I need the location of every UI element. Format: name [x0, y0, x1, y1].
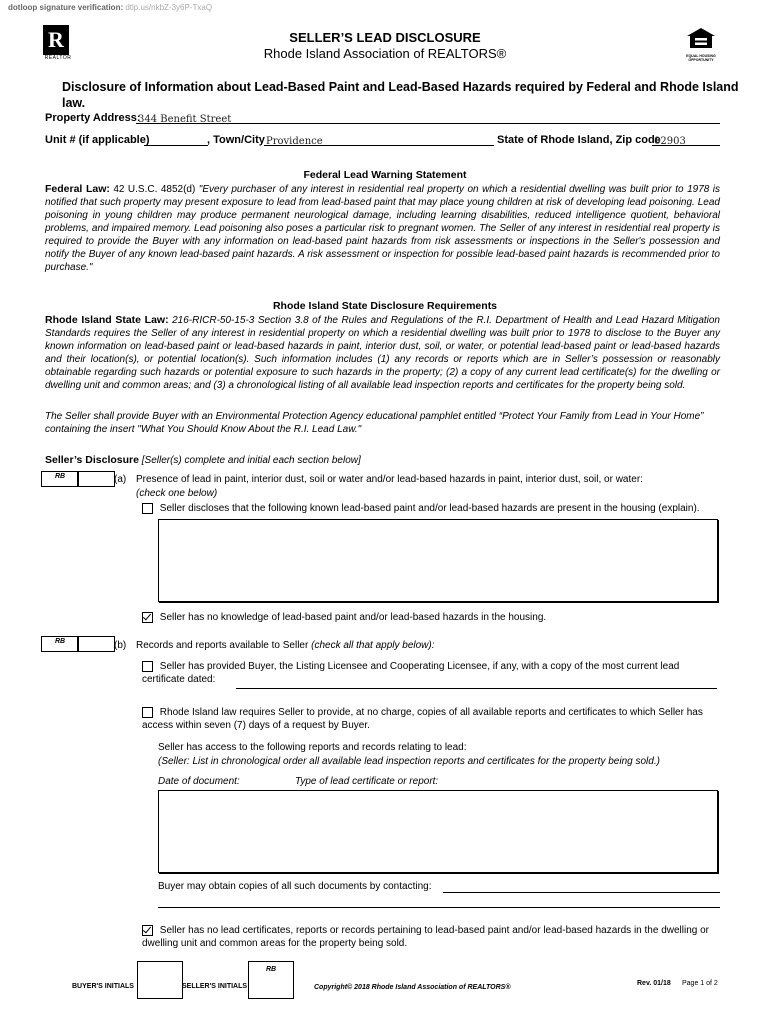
- equal-housing-caption: EQUAL HOUSING OPPORTUNITY: [686, 54, 716, 62]
- section-b-initials-box[interactable]: [41, 636, 79, 652]
- section-b-initials: RB: [54, 638, 66, 645]
- checkbox-b3[interactable]: [142, 925, 153, 936]
- zip-value: 02903: [654, 136, 686, 147]
- checkbox-b2[interactable]: [142, 707, 153, 718]
- signature-verification-label: dotloop signature verification:: [8, 3, 124, 12]
- section-a-option-1-label: Seller discloses that the following known lead-based paint and/or lead-based hazards are present in the housing (explain).: [159, 503, 700, 514]
- form-subtitle: Rhode Island Association of REALTORS®: [263, 46, 507, 61]
- town-value: Providence: [266, 136, 323, 147]
- contact-field[interactable]: [443, 880, 720, 893]
- buyer-initials-box[interactable]: [137, 961, 183, 999]
- section-b-text: Records and reports available to Seller: [136, 640, 309, 651]
- signature-verification-link[interactable]: dtlp.us/nkbZ-3y6P-TxaQ: [125, 3, 213, 12]
- section-b-option-3[interactable]: [142, 924, 720, 950]
- zip-field[interactable]: [652, 131, 720, 146]
- federal-citation: 42 U.S.C. 4852(d): [113, 184, 196, 195]
- section-a-text: Presence of lead in paint, interior dust, soil or water and/or lead-based hazards in paint, interior dust, soil, or water:: [136, 474, 643, 485]
- state-zip-label: State of Rhode Island, Zip code: [497, 134, 661, 146]
- section-b-marker: (b): [114, 640, 127, 651]
- property-address-value: 344 Benefit Street: [138, 114, 232, 125]
- document-heading: Disclosure of Information about Lead-Based Paint and Lead-Based Hazards required by Federal and Rhode Island law.: [62, 80, 739, 110]
- ri-text: 216-RICR-50-15-3 Section 3.8 of the Rules and Regulations of the R.I. Department of Health and Lead Hazard Mitigation Standards requires the Seller of any interest in residential property on which a residential dwelling was built prior to 1978 to disclose to the Buyer any known information on lead-based paint or lead-based hazards in paint, interior dust, soil, or water, or potential lead-based paint or lead-based hazards and their location(s), or potential location(s). Such information includes (1) any records or reports which are in Seller’s possession or reasonably obtainable regarding such hazards or potential exposure to such hazards in the property; (2) a copy of any current lead certificate(s) for the dwelling or dwelling unit and common areas; and (3) a chronological listing of all available lead inspection reports and certificates for the property being sold.: [45, 315, 720, 391]
- unit-label: Unit # (if applicable): [45, 134, 150, 146]
- section-a-option-1[interactable]: [142, 502, 732, 515]
- section-a-note: (check one below): [136, 488, 218, 499]
- contact-label: Buyer may obtain copies of all such documents by contacting:: [158, 881, 432, 892]
- contact-field-line-2[interactable]: [158, 899, 720, 908]
- section-b-note: (check all that apply below):: [311, 640, 435, 651]
- equal-housing-icon: [686, 27, 716, 49]
- buyer-initials-label: BUYER'S INITIALS: [72, 983, 134, 990]
- seller-initials-label: SELLER'S INITIALS: [182, 983, 248, 990]
- unit-field[interactable]: [144, 133, 208, 146]
- town-label: , Town/City: [207, 134, 265, 146]
- signature-verification: [8, 3, 212, 12]
- records-list-textarea[interactable]: [158, 790, 718, 873]
- section-b-option-1-label: Seller has provided Buyer, the Listing Licensee and Cooperating Licensee, if any, with a copy of the most current lead certificate dated:: [142, 661, 680, 685]
- section-b-access-note: (Seller: List in chronological order all available lead inspection reports and certificates for the property being sold.): [158, 756, 660, 767]
- section-b-option-2-label: Rhode Island law requires Seller to provide, at no charge, copies of all available reports and certificates to which Seller has access within seven (7) days of a request by Buyer.: [142, 707, 703, 731]
- certificate-date-field[interactable]: [236, 676, 717, 689]
- seller-disclosure-heading: Seller’s Disclosure: [45, 454, 139, 466]
- checkbox-b1[interactable]: [142, 661, 153, 672]
- seller-disclosure-heading-row: [45, 454, 361, 467]
- federal-law-label: Federal Law:: [45, 183, 110, 195]
- section-b-option-2[interactable]: [142, 706, 720, 732]
- section-a-explain-textarea[interactable]: [158, 519, 718, 602]
- town-field[interactable]: [264, 131, 494, 146]
- section-a-marker: (a): [114, 474, 127, 485]
- section-b-option-3-label: Seller has no lead certificates, reports or records pertaining to lead-based paint and/or lead-based hazards in the dwelling or dwelling unit and common areas for the property being sold.: [142, 925, 709, 949]
- ri-heading: Rhode Island State Disclosure Requirements: [272, 300, 498, 312]
- section-a-option-2[interactable]: [142, 611, 732, 624]
- realtor-logo: [41, 25, 75, 61]
- checkbox-a2[interactable]: [142, 612, 153, 623]
- federal-text: "Every purchaser of any interest in residential real property on which a residential dwelling was built prior to 1978 is notified that such property may present exposure to lead from lead-based paint that may place young children at risk of developing lead poisoning. Lead poisoning in young children may produce permanent neurological damage, including learning disabilities, reduced intelligence quotient, behavioral problems, and impaired memory. Lead poisoning also poses a particular risk to pregnant women. The Seller of any interest in residential real property is required to provide the Buyer with any information on lead-based paint hazards from risk assessments or inspections in the Seller's possession and notify the Buyer of any known lead-based paint hazards. A risk assessment or inspection for possible lead-based paint hazards is recommended prior to purchase.": [45, 184, 720, 273]
- seller-initials-box[interactable]: [248, 961, 294, 999]
- equal-housing-logo: [683, 27, 719, 61]
- section-a-option-2-label: Seller has no knowledge of lead-based paint and/or lead-based hazards in the housing.: [159, 612, 547, 623]
- ri-pamphlet: The Seller shall provide Buyer with an Environmental Protection Agency educational pamphlet entitled “Protect Your Family from Lead in Your Home” containing the insert "What You Should Know About the R.I. Lead Law.": [45, 411, 704, 435]
- property-address-field[interactable]: [136, 109, 720, 124]
- ri-paragraph: [45, 314, 720, 392]
- seller-initials-value: RB: [265, 966, 277, 973]
- seller-disclosure-instruction: [Seller(s) complete and initial each section below]: [141, 455, 361, 466]
- ri-law-label: Rhode Island State Law:: [45, 314, 169, 326]
- section-b-initials-box-2[interactable]: [77, 636, 115, 652]
- section-a-initials-box-2[interactable]: [77, 471, 115, 487]
- form-title: SELLER’S LEAD DISCLOSURE: [289, 30, 481, 45]
- section-b-heading: [136, 639, 726, 652]
- checkbox-a1[interactable]: [142, 503, 153, 514]
- realtor-logo-caption: REALTOR: [44, 55, 72, 61]
- federal-paragraph: [45, 183, 720, 274]
- property-address-label: Property Address:: [45, 112, 141, 124]
- section-b-access-text: Seller has access to the following reports and records relating to lead:: [158, 742, 467, 753]
- realtor-logo-icon: R: [43, 25, 69, 55]
- revision: Rev. 01/18: [637, 980, 671, 987]
- document-date-column-label: Date of document:: [158, 776, 240, 787]
- section-a-initials: RB: [54, 473, 66, 480]
- copyright: Copyright© 2018 Rhode Island Association of REALTORS®: [314, 984, 511, 991]
- document-type-column-label: Type of lead certificate or report:: [295, 776, 439, 787]
- federal-heading: Federal Lead Warning Statement: [303, 169, 467, 181]
- section-a-initials-box[interactable]: [41, 471, 79, 487]
- page-number: Page 1 of 2: [682, 980, 718, 987]
